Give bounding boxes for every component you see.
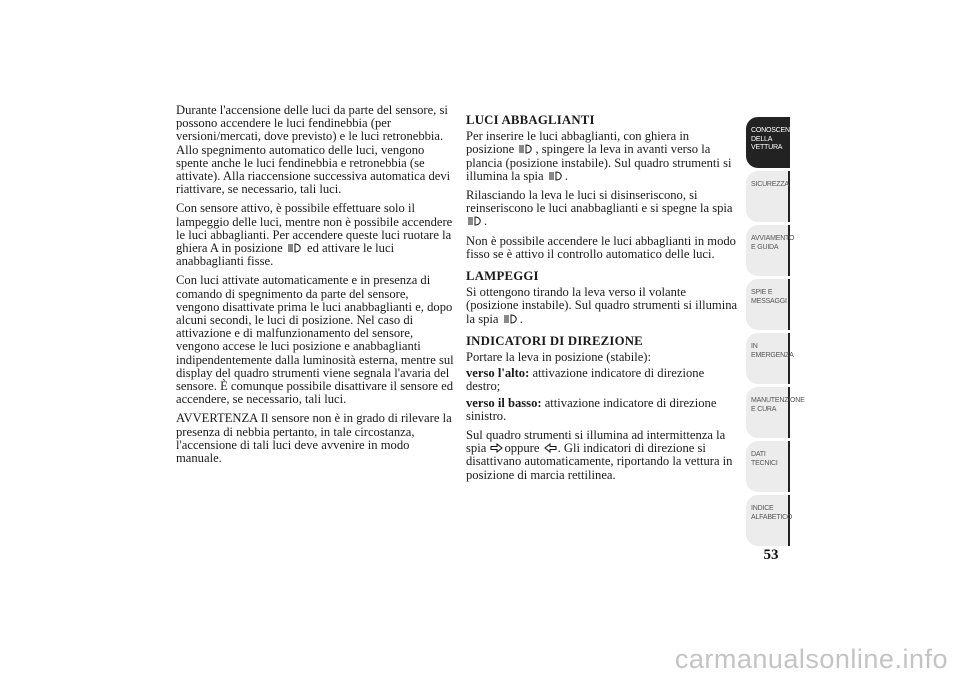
paragraph-lever-position: Portare la leva in posizione (stabile): xyxy=(466,350,651,365)
turn-left-arrow-icon xyxy=(544,443,557,453)
tab-manutenzione[interactable]: MANUTENZIONE E CURA xyxy=(746,387,790,438)
high-beam-icon xyxy=(518,144,534,154)
section-tabs xyxy=(746,117,805,549)
paragraph-down: verso il basso: attivazione indicatore di direzione sinistro. xyxy=(466,395,717,423)
high-beam-icon xyxy=(287,243,303,253)
tab-avviamento[interactable]: AVVIAMENTO E GUIDA xyxy=(746,225,790,276)
high-beam-icon xyxy=(503,314,519,324)
paragraph-high-beam-release: Rilasciando la leva le luci si disinseriscono, si reinseriscono le luci anabbaglianti e si spegne la spia . xyxy=(466,188,733,229)
heading-turn-indicators: INDICATORI DI DIREZIONE xyxy=(466,333,643,348)
paragraph-auto-lights: Con luci attivate automaticamente e in presenza di comando di spegnimento da parte del sensore, vengono disattivate prima le luci anabbaglianti e, dopo alcuni secondi, le luci di posizione. Nel caso di attivazione e di malfunzionamento del sensore, vengono accese le luci posizione e anabbaglianti indipendentemente dalla luminosità esterna, mentre sul display del quadro strumenti viene segnala l'avaria del sensore. È comunque possibile disattivare il sensore ed accendere, se necessario, tali luci. xyxy=(176,273,454,407)
tab-spie[interactable]: SPIE E MESSAGGI xyxy=(746,279,790,330)
tab-indice[interactable]: INDICE ALFABETICO xyxy=(746,495,790,546)
tab-conoscenza[interactable]: CONOSCENZA DELLA VETTURA xyxy=(746,117,790,168)
paragraph-up: verso l'alto: attivazione indicatore di direzione destro; xyxy=(466,366,705,394)
paragraph-warning: AVVERTENZA Il sensore non è in grado di rilevare la presenza di nebbia pertanto, in tale circostanza, l'accensione di tali luci deve avvenire in modo manuale. xyxy=(176,411,452,466)
page-number: 53 xyxy=(763,547,779,563)
right-column xyxy=(466,104,738,488)
paragraph-high-beam-on: Per inserire le luci abbaglianti, con ghiera in posizione , spingere la leva in avanti verso la plancia (posizione instabile). Sul quadro strumenti si illumina la spia . xyxy=(466,129,732,183)
paragraph-flashing: Si ottengono tirando la leva verso il volante (posizione instabile). Sul quadro strumenti si illumina la spia . xyxy=(466,285,738,326)
paragraph-fog-lights: Durante l'accensione delle luci da parte del sensore, si possono accendere le luci fendinebbia (per versioni/mercati, dove previsto) e le luci retronebbia. Allo spegnimento automatico delle luci, vengono spente anche le luci fendinebbia e retronebbia (se attivate). Alla riaccensione successiva automatica devi riattivare, se necessario, tali luci. xyxy=(176,103,451,197)
high-beam-icon xyxy=(548,171,564,181)
tab-emergenza[interactable]: IN EMERGENZA xyxy=(746,333,790,384)
watermark: carmanualsonline.info xyxy=(674,644,948,674)
high-beam-icon xyxy=(467,216,483,226)
heading-high-beam: LUCI ABBAGLIANTI xyxy=(466,113,595,127)
left-column xyxy=(176,104,454,471)
heading-flashing: LAMPEGGI xyxy=(466,269,539,284)
tab-dati-tecnici[interactable]: DATI TECNICI xyxy=(746,441,790,492)
tab-sicurezza[interactable]: SICUREZZA xyxy=(746,171,790,222)
turn-right-arrow-icon xyxy=(490,443,503,453)
paragraph-high-beam-auto: Non è possibile accendere le luci abbaglianti in modo fisso se è attivo il controllo automatico delle luci. xyxy=(466,233,736,261)
paragraph-indicators-dashboard: Sul quadro strumenti si illumina ad intermittenza la spia oppure . Gli indicatori di direzione si disattivano automaticamente, riportando la vettura in posizione di marcia rettilinea. xyxy=(466,428,733,482)
paragraph-sensor-active: Con sensore attivo, è possibile effettuare solo il lampeggio delle luci, mentre non è possibile accendere le luci abbaglianti. Per accendere queste luci ruotare la ghiera A in posizione ed attivare le luci anabbaglianti fisse. xyxy=(176,201,453,269)
